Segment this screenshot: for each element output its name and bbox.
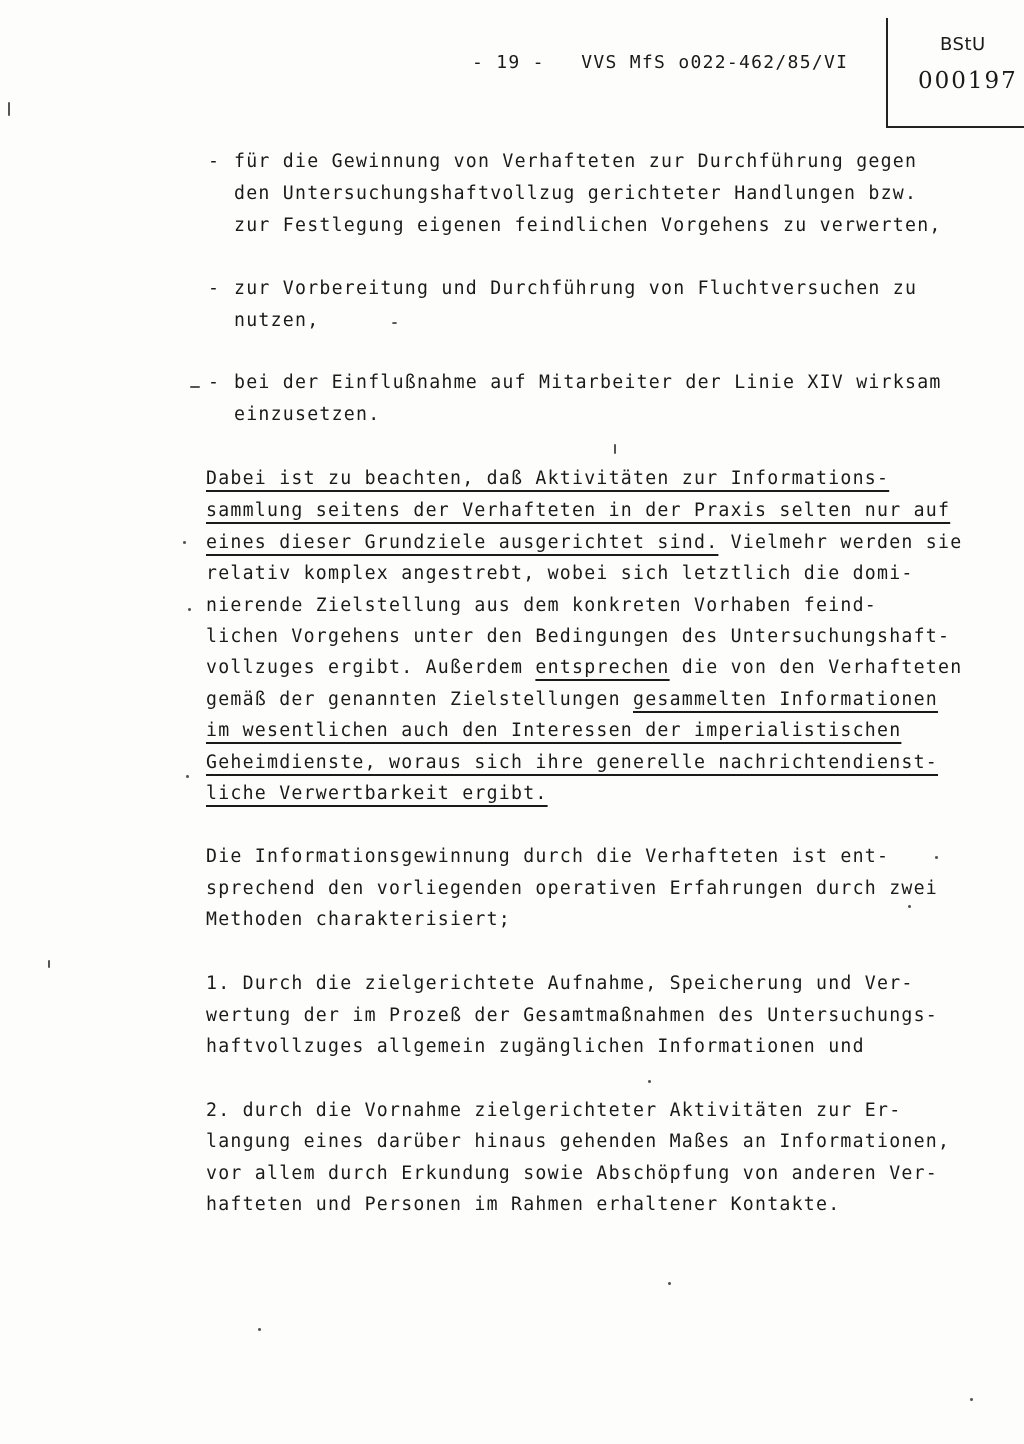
scan-speck	[648, 1080, 651, 1083]
text-line: zur Festlegung eigenen feindlichen Vorgehens zu verwerten,	[234, 215, 942, 236]
underlined-phrase: entsprechen	[535, 657, 670, 678]
text-line: nutzen,	[234, 310, 320, 331]
scan-mark	[48, 960, 50, 968]
text-line-underlined: sammlung seitens der Verhafteten in der Praxis selten nur auf	[206, 500, 951, 521]
text-line-underlined: Geheimdienste, woraus sich ihre generelle nachrichtendienst-	[206, 752, 938, 773]
text-line: 2. durch die Vornahme zielgerichteter Aktivitäten zur Er-	[206, 1100, 902, 1121]
text-line: 1. Durch die zielgerichtete Aufnahme, Speicherung und Ver-	[206, 973, 914, 994]
scan-speck	[188, 608, 191, 611]
scan-mark	[8, 102, 10, 116]
scan-speck	[970, 1398, 973, 1401]
underlined-phrase: gesammelten Informationen	[633, 689, 938, 710]
stamp-number: 000197	[918, 68, 1018, 94]
scan-speck	[258, 1328, 261, 1331]
text-line: den Untersuchungshaftvollzug gerichteter Handlungen bzw.	[234, 183, 918, 204]
text-fragment: Vielmehr werden sie	[718, 532, 963, 553]
text-line: einzusetzen.	[234, 404, 381, 425]
underlined-phrase: eines dieser Grundziele ausgerichtet sind.	[206, 532, 719, 553]
text-line: sprechend den vorliegenden operativen Erfahrungen durch zwei	[206, 878, 938, 899]
scan-speck	[392, 322, 397, 324]
text-line: langung eines darüber hinaus gehenden Maßes an Informationen,	[206, 1131, 951, 1152]
text-line: für die Gewinnung von Verhafteten zur Durchführung gegen	[234, 151, 918, 172]
archive-stamp	[886, 18, 1024, 128]
text-line: bei der Einflußnahme auf Mitarbeiter der Linie XIV wirksam	[234, 372, 942, 393]
scan-speck	[668, 1282, 671, 1285]
text-line: haftvollzuges allgemein zugänglichen Informationen und	[206, 1036, 865, 1057]
scan-mark	[190, 386, 200, 388]
scan-speck	[183, 541, 186, 544]
scan-speck	[935, 856, 938, 859]
bullet-marker: -	[208, 372, 221, 393]
bullet-marker: -	[208, 151, 221, 172]
text-line-underlined: im wesentlichen auch den Interessen der imperialistischen	[206, 720, 902, 741]
scan-mark	[614, 444, 616, 454]
text-line: relativ komplex angestrebt, wobei sich letztlich die domi-	[206, 563, 914, 584]
stamp-label: BStU	[940, 34, 986, 55]
text-fragment: vollzuges ergibt. Außerdem	[206, 657, 536, 678]
text-line: zur Vorbereitung und Durchführung von Fluchtversuchen zu	[234, 278, 918, 299]
text-line: nierende Zielstellung aus dem konkreten Vorhaben feind-	[206, 595, 877, 616]
text-line	[206, 684, 938, 716]
text-line-underlined: Dabei ist zu beachten, daß Aktivitäten zur Informations-	[206, 468, 890, 489]
page-header: - 19 - VVS MfS o022-462/85/VI	[472, 52, 849, 73]
numbered-item	[0, 1100, 1024, 1418]
text-line: Methoden charakterisiert;	[206, 909, 511, 930]
text-fragment: die von den Verhafteten	[669, 657, 963, 678]
bullet-item	[0, 0, 1024, 236]
scan-speck	[908, 905, 911, 908]
text-line: lichen Vorgehens unter den Bedingungen des Untersuchungshaft-	[206, 626, 951, 647]
scan-speck	[186, 775, 189, 778]
text-line: wertung der im Prozeß der Gesamtmaßnahmen des Untersuchungs-	[206, 1005, 938, 1026]
bullet-marker: -	[208, 278, 221, 299]
text-line	[206, 527, 962, 559]
text-line: hafteten und Personen im Rahmen erhaltener Kontakte.	[206, 1194, 841, 1215]
text-line: Die Informationsgewinnung durch die Verhafteten ist ent-	[206, 846, 890, 867]
text-line-underlined: liche Verwertbarkeit ergibt.	[206, 783, 548, 804]
text-fragment: gemäß der genannten Zielstellungen	[206, 689, 633, 710]
text-line	[206, 652, 962, 684]
text-line: vor allem durch Erkundung sowie Abschöpfung von anderen Ver-	[206, 1163, 938, 1184]
